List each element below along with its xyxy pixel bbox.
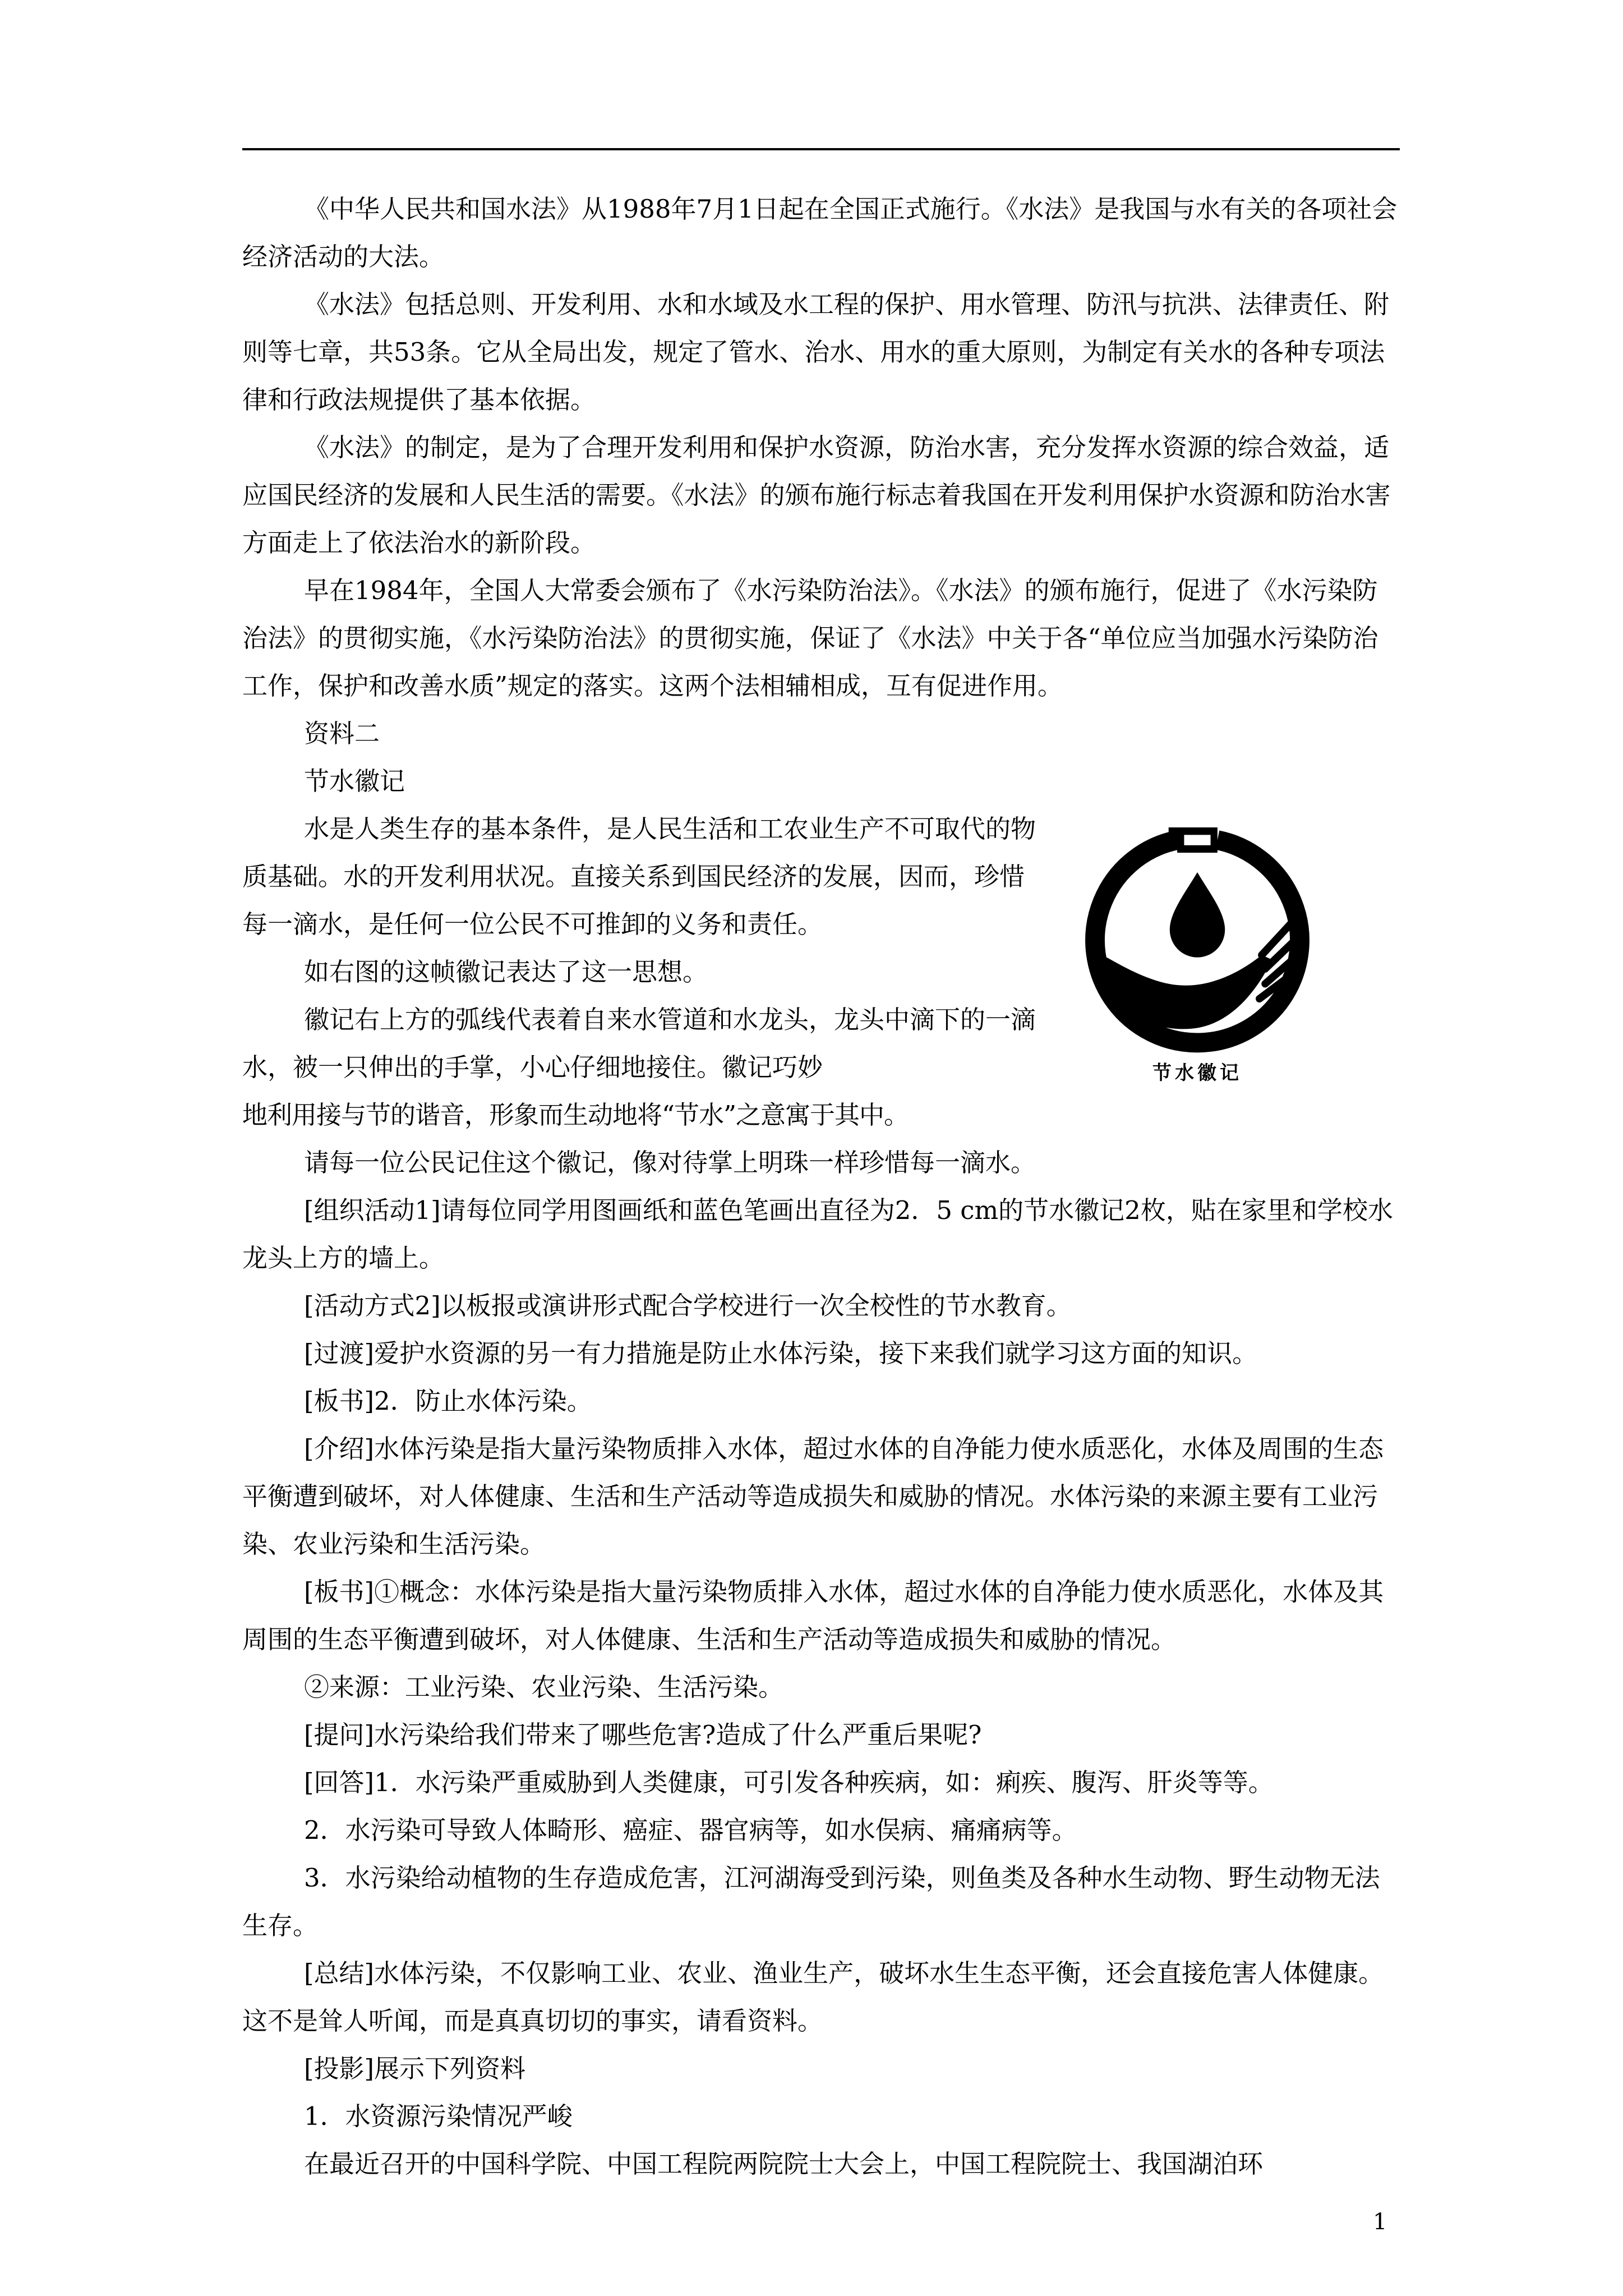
paragraph: [回答]1．水污染严重威胁到人类健康，可引发各种疾病，如：痢疾、腹泻、肝炎等等。 <box>304 1768 1274 1797</box>
paragraph: 在最近召开的中国科学院、中国工程院两院院士大会上，中国工程院院士、我国湖泊环 <box>304 2149 1264 2179</box>
paragraph: [板书]2．防止水体污染。 <box>304 1386 592 1416</box>
paragraph: 1．水资源污染情况严峻 <box>304 2101 573 2131</box>
emblem-caption: 节水徽记 <box>1152 1062 1242 1084</box>
document-body <box>242 185 1401 2188</box>
paragraph: 请每一位公民记住这个徽记，像对待掌上明珠一样珍惜每一滴水。 <box>304 1148 1036 1177</box>
paragraph: [投影]展示下列资料 <box>304 2054 526 2083</box>
paragraph: 早在1984年，全国人大常委会颁布了《水污染防治法》。《水法》的颁布施行，促进了《水污染防治法》的贯彻实施，《水污染防治法》的贯彻实施，保证了《水法》中关于各“单位应当加强水污染防治工作，保护和改善水质”规定的落实。这两个法相辅相成，互有促进作用。 <box>242 576 1378 701</box>
paragraph: [提问]水污染给我们带来了哪些危害?造成了什么严重后果呢? <box>304 1720 982 1750</box>
paragraph: 《中华人民共和国水法》从1988年7月1日起在全国正式施行。《水法》是我国与水有关的各项社会经济活动的大法。 <box>242 194 1398 272</box>
paragraph: 如右图的这帧徽记表达了这一思想。 <box>304 957 708 987</box>
water-saving-emblem-icon <box>1082 827 1312 1057</box>
paragraph: ②来源：工业污染、农业污染、生活污染。 <box>304 1672 784 1702</box>
paragraph: [过渡]爱护水资源的另一有力措施是防止水体污染，接下来我们就学习这方面的知识。 <box>304 1338 1258 1368</box>
paragraph: 3．水污染给动植物的生存造成危害，江河湖海受到污染，则鱼类及各种水生动物、野生动物无法生存。 <box>242 1863 1380 1940</box>
paragraph-text: 地利用接与节的谐音，形象而生动地将“节水”之意寓于其中。 <box>242 1100 909 1130</box>
paragraph-text: 徽记右上方的弧线代表着自来水管道和水龙头，龙头中滴下的一滴水，被一只伸出的手掌，小心仔细地接住。徽记巧妙 <box>242 1005 1036 1082</box>
paragraph: 2．水污染可导致人体畸形、癌症、器官病等，如水俣病、痛痛病等。 <box>304 1815 1077 1845</box>
paragraph: [总结]水体污染，不仅影响工业、农业、渔业生产，破坏水生生态平衡，还会直接危害人体健康。这不是耸人听闻，而是真真切切的事实，请看资料。 <box>242 1958 1384 2036</box>
paragraph <box>242 996 1039 1139</box>
section-label: 资料二 <box>304 719 380 748</box>
paragraph: [组织活动1]请每位同学用图画纸和蓝色笔画出直径为2．5 cm的节水徽记2枚，贴在家里和学校水龙头上方的墙上。 <box>242 1195 1393 1273</box>
paragraph: [活动方式2]以板报或演讲形式配合学校进行一次全校性的节水教育。 <box>304 1291 1072 1320</box>
paragraph: 《水法》包括总则、开发利用、水和水域及水工程的保护、用水管理、防汛与抗洪、法律责任、附则等七章，共53条。它从全局出发，规定了管水、治水、用水的重大原则，为制定有关水的各种专项法律和行政法规提供了基本依据。 <box>242 289 1390 415</box>
section-title: 节水徽记 <box>304 766 405 796</box>
paragraph: [板书]①概念：水体污染是指大量污染物质排入水体，超过水体的自净能力使水质恶化，水体及其周围的生态平衡遭到破坏，对人体健康、生活和生产活动等造成损失和威胁的情况。 <box>242 1577 1384 1654</box>
paragraph: 《水法》的制定，是为了合理开发利用和保护水资源，防治水害，充分发挥水资源的综合效益，适应国民经济的发展和人民生活的需要。《水法》的颁布施行标志着我国在开发利用保护水资源和防治水害方面走上了依法治水的新阶段。 <box>242 432 1391 558</box>
water-saving-emblem <box>1082 827 1312 1091</box>
paragraph: [介绍]水体污染是指大量污染物质排入水体，超过水体的自净能力使水质恶化，水体及周围的生态平衡遭到破坏，对人体健康、生活和生产活动等造成损失和威胁的情况。水体污染的来源主要有工业污染、农业污染和生活污染。 <box>242 1434 1384 1559</box>
paragraph: 水是人类生存的基本条件，是人民生活和工农业生产不可取代的物质基础。水的开发利用状况。直接关系到国民经济的发展，因而，珍惜每一滴水，是任何一位公民不可推卸的义务和责任。 <box>242 814 1036 939</box>
page-number: 1 <box>1373 2209 1387 2235</box>
header-rule <box>242 148 1400 150</box>
